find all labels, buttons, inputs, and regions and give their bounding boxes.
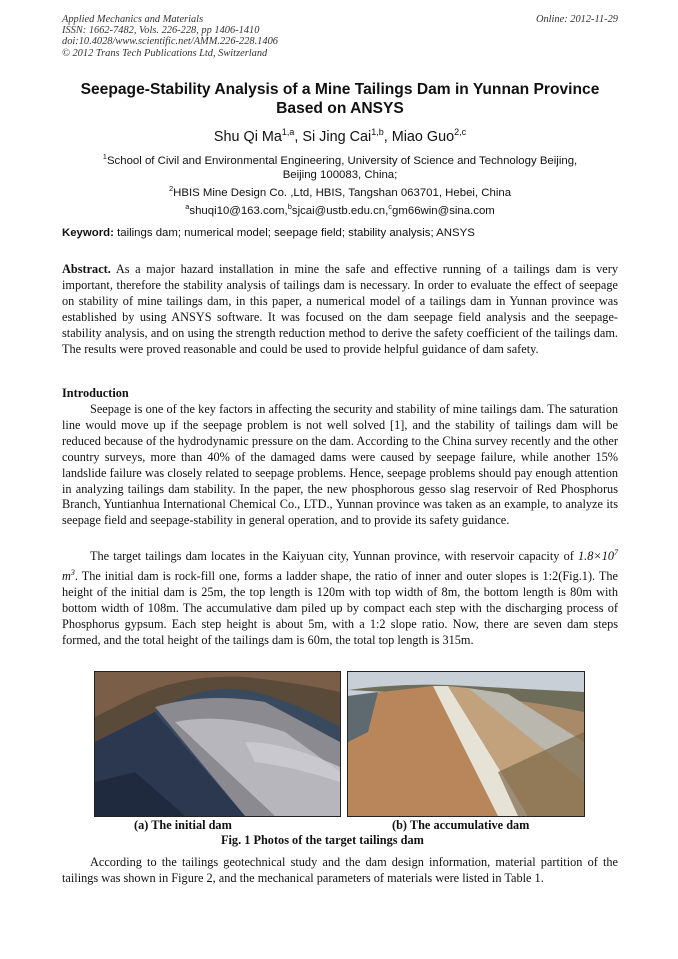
keywords: [62, 226, 618, 240]
reservoir-capacity: $1.8\times 10^7$ $m^3$: [62, 548, 618, 584]
journal-header: [62, 14, 618, 59]
author-affiliation-mark: 1,a: [281, 127, 295, 137]
keywords-label: Keyword:: [62, 227, 114, 239]
intro-paragraph-2: The target tailings dam locates in the Kaiyuan city, Yunnan province, with reservoir capacity of $1.8\times 10^7$ $m^3$. The initial dam is rock-fill one, forms a ladder shape, the ratio of inner and outer slopes is 1:2(Fig.1). The height of the initial dam is 25m, the top length is 120m with top width of 8m, the bottom length is 80m with bottom width of 108m. The accumulative dam piled up by compact each step with the discharging process of Phosphorus gypsum. Each step height is about 5m, with a 1:2 slope ratio. Now, there are seven dam steps formed, and the total height of the tailings dam is 60m, the total top length is 315m.: [62, 548, 618, 647]
photo-initial-dam: [94, 671, 341, 817]
email-b[interactable]: sjcai@ustb.edu.cn,: [291, 205, 389, 217]
caption-a: (a) The initial dam: [134, 818, 232, 832]
author-name: Miao Guo: [391, 128, 455, 145]
paper-title: [62, 80, 618, 118]
online-date: Online: 2012-11-29: [535, 14, 618, 25]
author-list: Shu Qi Ma$^{1,a}$, Si Jing Cai$^{1,b}$, Miao Guo$^{2,c}$: [213, 127, 467, 145]
affiliation-1-line-2: Beijing 100083, China;: [282, 169, 398, 181]
caption-b: (b) The accumulative dam: [392, 818, 530, 832]
title-line-1: Seepage-Stability Analysis of a Mine Tailings Dam in Yunnan Province: [80, 81, 600, 98]
affiliations: [62, 150, 618, 218]
photo-accumulative-dam: [347, 671, 585, 817]
author-name: Shu Qi Ma: [213, 128, 282, 145]
email-a[interactable]: shuqi10@163.com,: [189, 205, 288, 217]
abstract-text: As a major hazard installation in mine the safe and effective running of a tailings dam is very important, therefore the stability analysis of tailings dam is necessary. In order to evaluate the effect of seepage on stability of mine tailings dam, in this paper, a numerical model of a tailings dam in Yunnan province was established by using ANSYS software. It was focused on the dam seepage field analysis and the seepage-stability analysis, and on using the strength reduction method to derive the safety coefficient of the tailings dam. The results were proved reasonable and could be used to provide helpful guidance of dam safety.: [62, 262, 618, 356]
email-c[interactable]: gm66win@sina.com: [392, 205, 495, 217]
affiliation-2: $^2$HBIS Mine Design Co. ,Ltd, HBIS, Tangshan 063701, Hebei, China: [168, 184, 512, 199]
affiliation-1: $^1$School of Civil and Environmental Engineering, University of Science and Technology Beijing,: [102, 152, 578, 167]
author-affiliation-mark: 1,b: [371, 127, 384, 137]
intro-paragraph-1: Seepage is one of the key factors in affecting the security and stability of mine tailings dam. The saturation line would move up if the seepage problem is not well solved [1], and the stability of tailings dam will be reduced because of the hydrodynamic pressure on the dam. According to the China survey recently and the other country surveys, more than 40% of the damaged dams were caused by seepage failure, while another 15% landslide failure was closely related to seepage problems. Hence, seepage problems should pay enough attention in analyzing tailings dam stability. In the paper, the new phosphorous gesso slag reservoir of Red Phosphorus Branch, Yuntianhua International Chemical Co., LTD., Yunnan province was taken as an example, to analyze its seepage field and seepage-stability in general operation, and to provide its safety guidance.: [62, 402, 618, 528]
doi-line: doi:10.4028/www.scientific.net/AMM.226-228.1406: [62, 36, 278, 48]
title-line-2: Based on ANSYS: [276, 100, 404, 117]
abstract: [62, 262, 618, 357]
journal-name: Applied Mechanics and Materials: [62, 14, 204, 25]
keywords-text: tailings dam; numerical model; seepage field; stability analysis; ANSYS: [113, 227, 475, 239]
issn-line: ISSN: 1662-7482, Vols. 226-228, pp 1406-1410: [62, 25, 260, 37]
paragraph-after-figure: According to the tailings geotechnical study and the dam design information, material partition of the tailings was shown in Figure 2, and the mechanical parameters of materials were listed in Table 1.: [62, 855, 618, 885]
author-affiliation-mark: 2,c: [454, 127, 467, 137]
figure-caption: Fig. 1 Photos of the target tailings dam: [221, 833, 424, 847]
abstract-label: Abstract.: [62, 262, 111, 276]
email-line: $^a$shuqi10@163.com,$^b$sjcai@ustb.edu.cn,$^c$gm66win@sina.com: [185, 202, 495, 217]
author-name: Si Jing Cai: [302, 128, 372, 145]
copyright-line: © 2012 Trans Tech Publications Ltd, Switzerland: [62, 47, 268, 59]
section-heading-introduction: Introduction: [62, 386, 129, 400]
